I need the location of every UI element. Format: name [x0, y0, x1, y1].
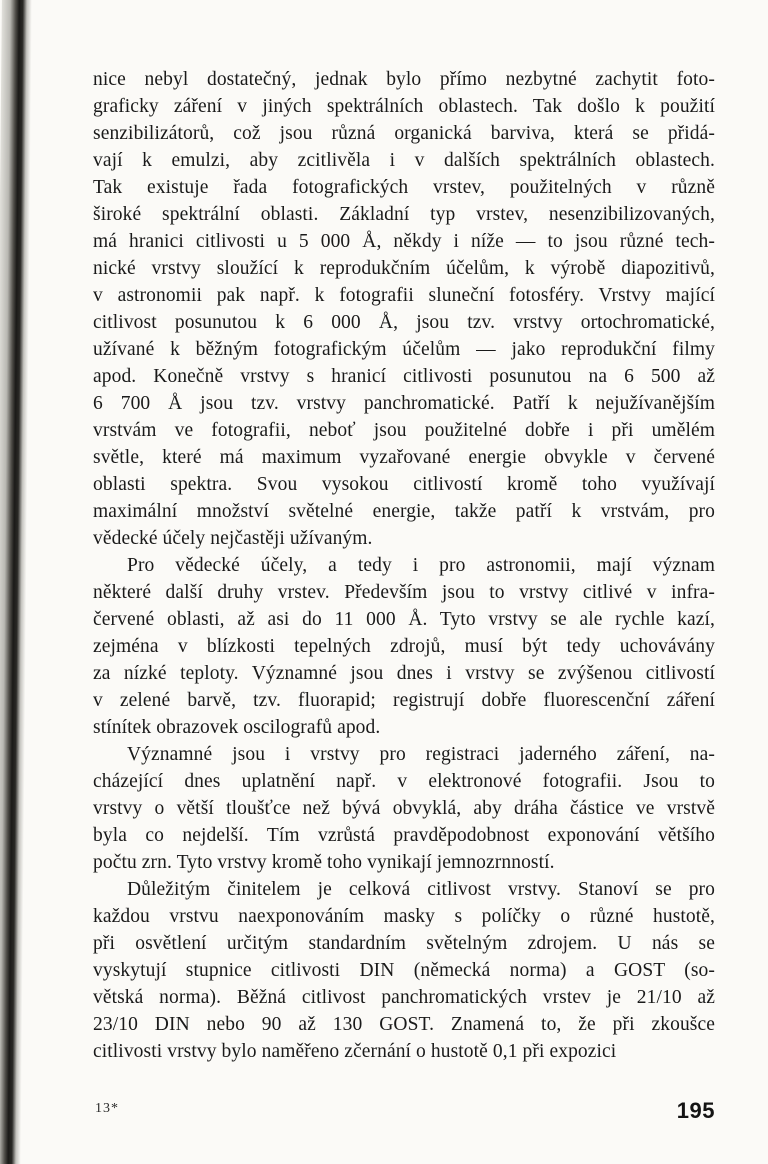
text-line: vají k emulzi, aby zcitlivěla i v dalších spektrálních oblastech. — [93, 150, 715, 171]
text-line: citlivost posunutou k 6 000 Å, jsou tzv. vrstvy ortochromatické, — [93, 312, 715, 333]
text-line: užívané k běžným fotografickým účelům — jako reprodukční filmy — [93, 339, 715, 360]
paragraph-4 — [93, 876, 715, 1065]
text-line: v zelené barvě, tzv. fluorapid; registrují dobře fluorescenční záření — [93, 690, 715, 711]
text-line: při osvětlení určitým standardním světelným zdrojem. U nás se — [93, 933, 715, 954]
text-line: vrstvy o větší tloušťce než bývá obvyklá, aby dráha částice ve vrstvě — [93, 798, 715, 819]
text-line: má hranici citlivosti u 5 000 Å, někdy i níže — to jsou různé tech- — [93, 231, 715, 252]
text-line: Tak existuje řada fotografických vrstev, použitelných v různě — [93, 177, 715, 198]
text-line: nické vrstvy sloužící k reprodukčním účelům, k výrobě diapozitivů, — [93, 258, 715, 279]
text-line: cházející dnes uplatnění např. v elektronové fotografii. Jsou to — [93, 771, 715, 792]
text-line: graficky záření v jiných spektrálních oblastech. Tak došlo k použití — [93, 96, 715, 117]
page-number: 195 — [676, 1098, 715, 1123]
paragraph-1 — [93, 66, 715, 552]
text-line: stínítek obrazovek oscilografů apod. — [93, 717, 381, 738]
signature-mark: 13* — [95, 1101, 119, 1116]
binding-shadow — [0, 0, 32, 1164]
text-line: vyskytují stupnice citlivosti DIN (německá norma) a GOST (so- — [93, 960, 715, 981]
text-line: Důležitým činitelem je celková citlivost vrstvy. Stanoví se pro — [127, 879, 715, 900]
text-line: citlivosti vrstvy bylo naměřeno zčernání o hustotě 0,1 při expozici — [93, 1041, 617, 1062]
text-line: oblasti spektra. Svou vysokou citlivostí kromě toho využívají — [93, 474, 715, 495]
text-line: nice nebyl dostatečný, jednak bylo přímo nezbytné zachytit foto- — [93, 69, 715, 90]
text-line: červené oblasti, až asi do 11 000 Å. Tyto vrstvy se ale rychle kazí, — [93, 609, 715, 630]
text-line: každou vrstvu naexponováním masky s políčky o různé hustotě, — [93, 906, 715, 927]
text-line: široké spektrální oblasti. Základní typ vrstev, nesenzibilizovaných, — [93, 204, 715, 225]
text-line: vrstvám ve fotografii, neboť jsou použitelné dobře i při umělém — [93, 420, 715, 441]
text-line: senzibilizátorů, což jsou různá organická barviva, která se přidá- — [93, 123, 715, 144]
text-line: vědecké účely nejčastěji užívaným. — [93, 528, 373, 549]
paragraph-3 — [93, 741, 715, 876]
text-line: zejména v blízkosti tepelných zdrojů, musí být tedy uchovávány — [93, 636, 715, 657]
page-footer — [93, 1098, 715, 1124]
text-line: byla co nejdelší. Tím vzrůstá pravděpodobnost exponování většího — [93, 825, 715, 846]
text-line: maximální množství světelné energie, takže patří k vrstvám, pro — [93, 501, 715, 522]
text-line: některé další druhy vrstev. Především jsou to vrstvy citlivé v infra- — [93, 582, 715, 603]
text-line: za nízké teploty. Významné jsou dnes i vrstvy se zvýšenou citlivostí — [93, 663, 715, 684]
text-line: 23/10 DIN nebo 90 až 130 GOST. Znamená to, že při zkoušce — [93, 1014, 715, 1035]
text-line: Významné jsou i vrstvy pro registraci jaderného záření, na- — [127, 744, 715, 765]
text-line: Pro vědecké účely, a tedy i pro astronomii, mají význam — [127, 555, 715, 576]
body-text — [93, 66, 715, 1065]
text-line: počtu zrn. Tyto vrstvy kromě toho vynikají jemnozrnností. — [93, 852, 555, 873]
text-line: apod. Konečně vrstvy s hranicí citlivosti posunutou na 6 500 až — [93, 366, 715, 387]
paragraph-2 — [93, 552, 715, 741]
text-line: 6 700 Å jsou tzv. vrstvy panchromatické. Patří k nejužívanějším — [93, 393, 715, 414]
text-line: v astronomii pak např. k fotografii sluneční fotosféry. Vrstvy mající — [93, 285, 715, 306]
text-line: světle, které má maximum vyzařované energie obvykle v červené — [93, 447, 715, 468]
text-line: větská norma). Běžná citlivost panchromatických vrstev je 21/10 až — [93, 987, 715, 1008]
